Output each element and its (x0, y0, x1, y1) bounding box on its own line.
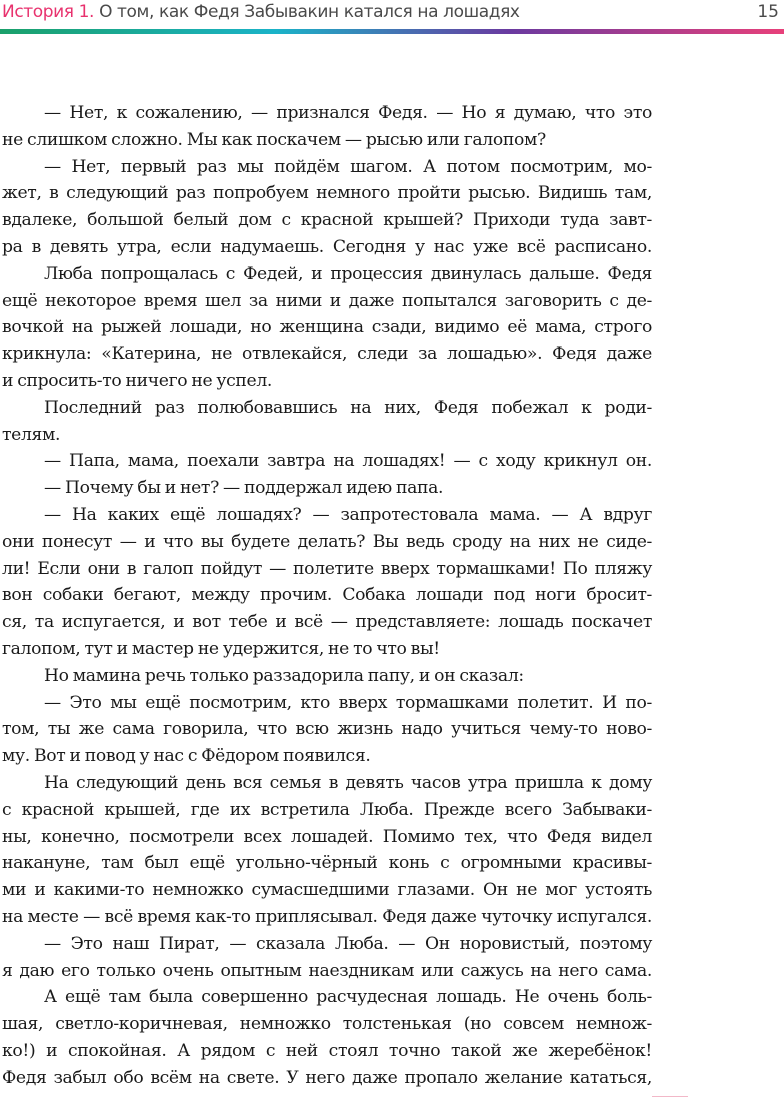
text-line: они понесут — и что вы будете делать? Вы ведь сроду на них не сиде- (2, 531, 652, 552)
text-line: — Это наш Пират, — сказала Люба. — Он норовистый, поэтому (44, 933, 652, 954)
body-text (2, 100, 652, 1091)
text-line: — Это мы ещё посмотрим, кто вверх тормашками полетит. И по- (44, 692, 652, 713)
running-header (0, 0, 784, 32)
header-title (2, 1, 520, 23)
text-line: Федя забыл обо всём на свете. У него даже пропало желание кататься, (2, 1067, 652, 1088)
text-line: вочкой на рыжей лошади, но женщина сзади, видимо её мама, строго (2, 317, 652, 338)
text-line: не слишком сложно. Мы как поскачем — рысью или галопом? (2, 129, 546, 150)
text-line: галопом, тут и мастер не удержится, не то что вы! (2, 638, 440, 659)
text-line: А ещё там была совершенно расчудесная лошадь. Не очень боль- (44, 987, 652, 1008)
text-line: ли! Если они в галоп пойдут — полетите вверх тормашками! По пляжу (2, 558, 652, 579)
page-edge-mark (652, 1096, 688, 1097)
text-line: на месте — всё время как-то приплясывал. Федя даже чуточку испугался. (2, 906, 652, 927)
text-line: ко!) и спокойная. А рядом с ней стоял точно такой же жеребёнок! (2, 1040, 652, 1061)
text-line: крикнула: «Катерина, не отвлекайся, следи за лошадью». Федя даже (2, 344, 652, 365)
text-line: Люба попрощалась с Федей, и процессия двинулась дальше. Федя (44, 263, 652, 284)
text-line: том, ты же сама говорила, что всю жизнь надо учиться чему-то ново- (2, 719, 652, 740)
text-line: ны, конечно, посмотрели всех лошадей. Помимо тех, что Федя видел (2, 826, 652, 847)
header-gradient-rule (0, 29, 784, 34)
text-line: ра в девять утра, если надумаешь. Сегодня у нас уже всё расписано. (2, 236, 652, 257)
text-line: я даю его только очень опытным наездникам или сажусь на него сама. (2, 960, 652, 981)
text-line: — На каких ещё лошадях? — запротестовала мама. — А вдруг (44, 504, 652, 525)
text-line: Последний раз полюбовавшись на них, Федя побежал к роди- (44, 397, 652, 418)
text-line: вдалеке, большой белый дом с красной крышей? Приходи туда завт- (2, 210, 652, 231)
text-line: На следующий день вся семья в девять часов утра пришла к дому (44, 772, 652, 793)
page-number: 15 (757, 2, 779, 22)
story-label: История 1. (2, 2, 95, 22)
text-line: накануне, там был ещё угольно-чёрный конь с огромными красивы- (2, 853, 652, 874)
text-line: и спросить-то ничего не успел. (2, 370, 273, 391)
text-line: Но мамина речь только раззадорила папу, и он сказал: (44, 665, 524, 686)
text-line: ещё некоторое время шел за ними и даже попытался заговорить с де- (2, 290, 652, 311)
text-line: с красной крышей, где их встретила Люба. Прежде всего Забываки- (2, 799, 652, 820)
text-line: — Папа, мама, поехали завтра на лошадях! — с ходу крикнул он. (44, 451, 652, 472)
text-line: жет, в следующий раз попробуем немного пройти рысью. Видишь там, (2, 183, 652, 204)
chapter-title: О том, как Федя Забывакин катался на лошадях (94, 2, 520, 22)
text-line: ся, та испугается, и вот тебе и всё — представляете: лошадь поскачет (2, 612, 652, 633)
text-line: — Нет, первый раз мы пойдём шагом. А потом посмотрим, мо- (44, 156, 652, 177)
text-line: — Почему бы и нет? — поддержал идею папа. (44, 478, 444, 499)
text-line: му. Вот и повод у нас с Фёдором появился. (2, 746, 371, 767)
text-line: вон собаки бегают, между прочим. Собака лошади под ноги бросит- (2, 585, 652, 606)
text-line: шая, светло-коричневая, немножко толстенькая (но совсем немнож- (2, 1014, 652, 1035)
text-line: — Нет, к сожалению, — признался Федя. — Но я думаю, что это (44, 103, 652, 123)
text-line: телям. (2, 424, 61, 445)
text-line: ми и какими-то немножко сумасшедшими глазами. Он не мог устоять (2, 880, 652, 901)
